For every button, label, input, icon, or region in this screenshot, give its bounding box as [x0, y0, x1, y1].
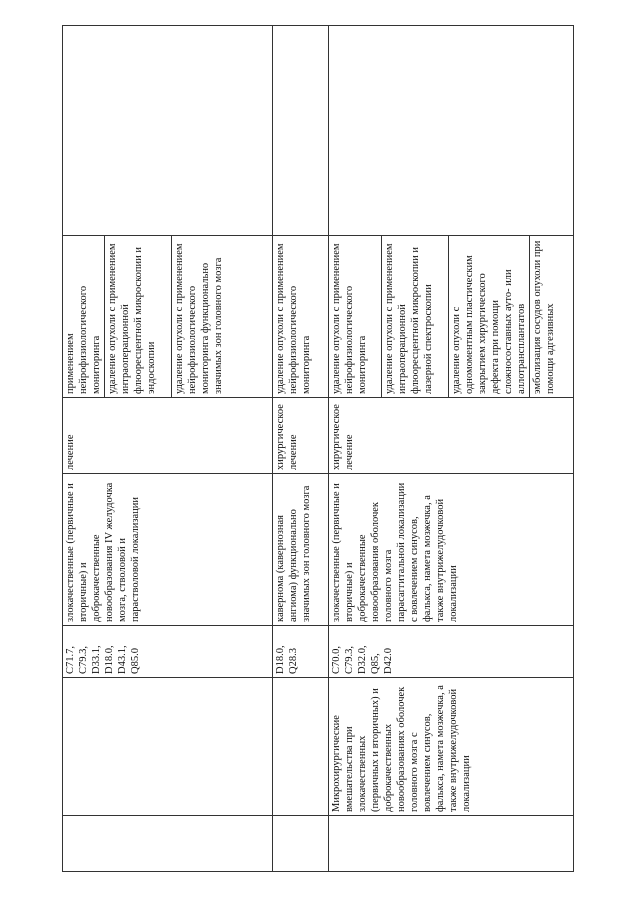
method-text: удаление опухоли с применением интраоперационной флюоресцентной микроскопии и эндоскопии: [107, 243, 157, 394]
price-cell: [63, 26, 273, 236]
method-item: [382, 236, 449, 397]
method-text: эмболизация сосудов опухоли при помощи адгезивных: [532, 240, 556, 394]
treatment-text: хирургическое лечение: [331, 404, 355, 470]
method-item: [530, 236, 574, 397]
codes-cell: [273, 626, 329, 678]
methods-cell: [63, 236, 273, 398]
methods-cell: [329, 236, 574, 398]
treatment-text: лечение: [65, 434, 76, 470]
model-text: злокачественные (первичные и вторичные) и доброкачественные новообразования IV желудочка мозга, стволовой и парастволовой локализации: [65, 482, 141, 622]
table-row: [63, 26, 273, 872]
section-cell: [329, 678, 574, 816]
method-item: [63, 236, 105, 397]
methods-list: [329, 236, 573, 397]
method-item: [105, 236, 172, 397]
codes-cell: [63, 626, 273, 678]
method-text: применением нейрофизиологического мониторинга: [65, 285, 102, 394]
treatment-cell: [63, 398, 273, 474]
method-text: удаление опухоли с применением нейрофизиологического мониторинга: [275, 243, 312, 394]
treatment-cell: [329, 398, 574, 474]
row-number-cell: [273, 816, 329, 872]
codes-text: C71.7, C79.3, D33.1, D18.0, D43.1, Q85.0: [65, 645, 141, 674]
section-cell: [273, 678, 329, 816]
table-row: [329, 26, 574, 872]
price-cell: [273, 26, 329, 236]
table-row: [273, 26, 329, 872]
method-text: удаление опухоли с одномоментным пластическим закрытием хирургического дефекта при помощи сложносоставных ауто- или аллотрансплантатов: [451, 255, 527, 394]
model-cell: [63, 474, 273, 626]
method-text: удаление опухоли с применением интраоперационной флюоресцентной микроскопии и лазерной спектроскопии: [384, 243, 434, 394]
model-text: злокачественные (первичные и вторичные) и доброкачественные новообразования оболочек головного мозга парасаггитальной локализации с вовлечением синусов, фалькса, намета мозжечка, а также внутрижелудочковой локализации: [331, 482, 459, 622]
method-text: удаление опухоли с применением нейрофизиологического мониторинга функционально значимых зон головного мозга: [174, 243, 224, 394]
method-item: [449, 236, 530, 397]
methods-list: [63, 236, 272, 397]
section-text: Микрохирургические вмешательства при злокачественных (первичных и вторичных) и доброкачественных новообразованиях оболочек головного мозга с вовлечением синусов, фалькса, намета мозжечка, а также внутрижелудочковой локализации: [331, 685, 472, 812]
row-number-cell: [329, 816, 574, 872]
model-cell: [273, 474, 329, 626]
rotated-table-frame: [62, 26, 574, 872]
treatment-text: хирургическое лечение: [275, 404, 299, 470]
codes-text: D18.0, Q28.3: [275, 645, 299, 674]
method-text: удаление опухоли с применением нейрофизиологического мониторинга: [331, 243, 368, 394]
method-item: [329, 236, 382, 397]
model-text: кавернома (кавернозная ангиома) функционально значимых зон головного мозга: [275, 485, 312, 622]
medical-procedures-table: [62, 25, 574, 872]
codes-cell: [329, 626, 574, 678]
section-cell: [63, 678, 273, 816]
treatment-cell: [273, 398, 329, 474]
codes-text: C70.0, C79.3, D32.0, Q85, D42.0: [331, 645, 394, 674]
methods-cell: [273, 236, 329, 398]
row-number-cell: [63, 816, 273, 872]
model-cell: [329, 474, 574, 626]
method-item: [172, 236, 273, 397]
price-cell: [329, 26, 574, 236]
